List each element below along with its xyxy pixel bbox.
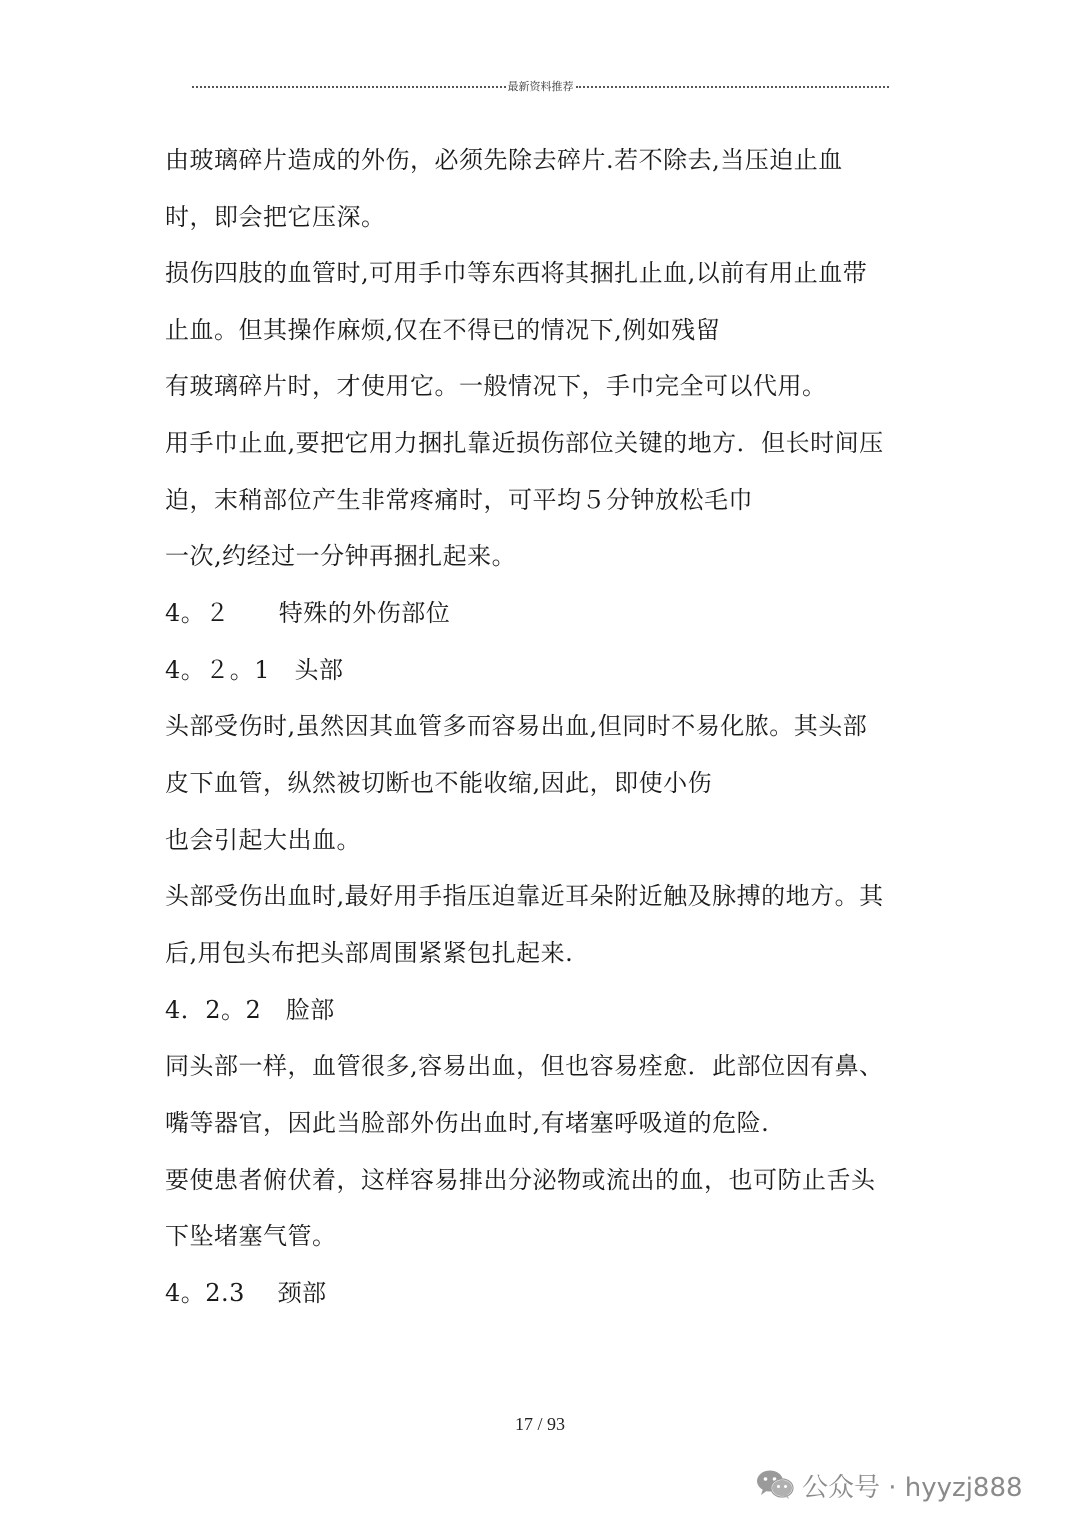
subsection-heading: 4。２。1 头部 bbox=[165, 656, 344, 684]
text-line: 同头部一样，血管很多,容易出血，但也容易痊愈．此部位因有鼻、 bbox=[165, 1052, 884, 1080]
text-line: 有玻璃碎片时，才使用它。一般情况下，手巾完全可以代用。 bbox=[165, 372, 827, 400]
header-dotted-rule-right bbox=[576, 86, 890, 88]
text-line: 一次,约经过一分钟再捆扎起来。 bbox=[165, 542, 517, 570]
text-line: 头部受伤时,虽然因其血管多而容易出血,但同时不易化脓。其头部 bbox=[165, 712, 868, 740]
section-heading: 4。２ 特殊的外伤部位 bbox=[165, 599, 451, 627]
text-line: 也会引起大出血。 bbox=[165, 826, 361, 854]
header-dotted-rule-left bbox=[192, 86, 506, 88]
text-line: 损伤四肢的血管时,可用手巾等东西将其捆扎止血,以前有用止血带 bbox=[165, 259, 868, 287]
text-line: 头部受伤出血时,最好用手指压迫靠近耳朵附近触及脉搏的地方。其 bbox=[165, 882, 884, 910]
subsection-heading: 4。2.3 颈部 bbox=[165, 1279, 327, 1307]
text-line: 要使患者俯伏着，这样容易排出分泌物或流出的血，也可防止舌头 bbox=[165, 1166, 876, 1194]
text-line: 嘴等器官，因此当脸部外伤出血时,有堵塞呼吸道的危险. bbox=[165, 1109, 770, 1137]
wechat-watermark bbox=[756, 1463, 1023, 1507]
wechat-icon bbox=[756, 1469, 794, 1501]
text-line: 皮下血管，纵然被切断也不能收缩,因此，即使小伤 bbox=[165, 769, 713, 797]
text-line: 止血。但其操作麻烦,仅在不得已的情况下,例如残留 bbox=[165, 316, 721, 344]
text-line: 时，即会把它压深。 bbox=[165, 203, 386, 231]
text-line: 后,用包头布把头部周围紧紧包扎起来. bbox=[165, 939, 574, 967]
page-header bbox=[192, 76, 889, 96]
text-line: 迫，末稍部位产生非常疼痛时，可平均５分钟放松毛巾 bbox=[165, 486, 753, 514]
text-line: 用手巾止血,要把它用力捆扎靠近损伤部位关键的地方．但长时间压 bbox=[165, 429, 884, 457]
header-label: 最新资料推荐 bbox=[507, 80, 574, 93]
page-number: 17 / 93 bbox=[514, 1414, 565, 1434]
subsection-heading: 4．2。2 脸部 bbox=[165, 996, 335, 1024]
watermark-text: 公众号 · hyyzj888 bbox=[802, 1472, 1023, 1503]
text-line: 由玻璃碎片造成的外伤，必须先除去碎片.若不除去,当压迫止血 bbox=[165, 146, 843, 174]
text-line: 下坠堵塞气管。 bbox=[165, 1222, 337, 1250]
